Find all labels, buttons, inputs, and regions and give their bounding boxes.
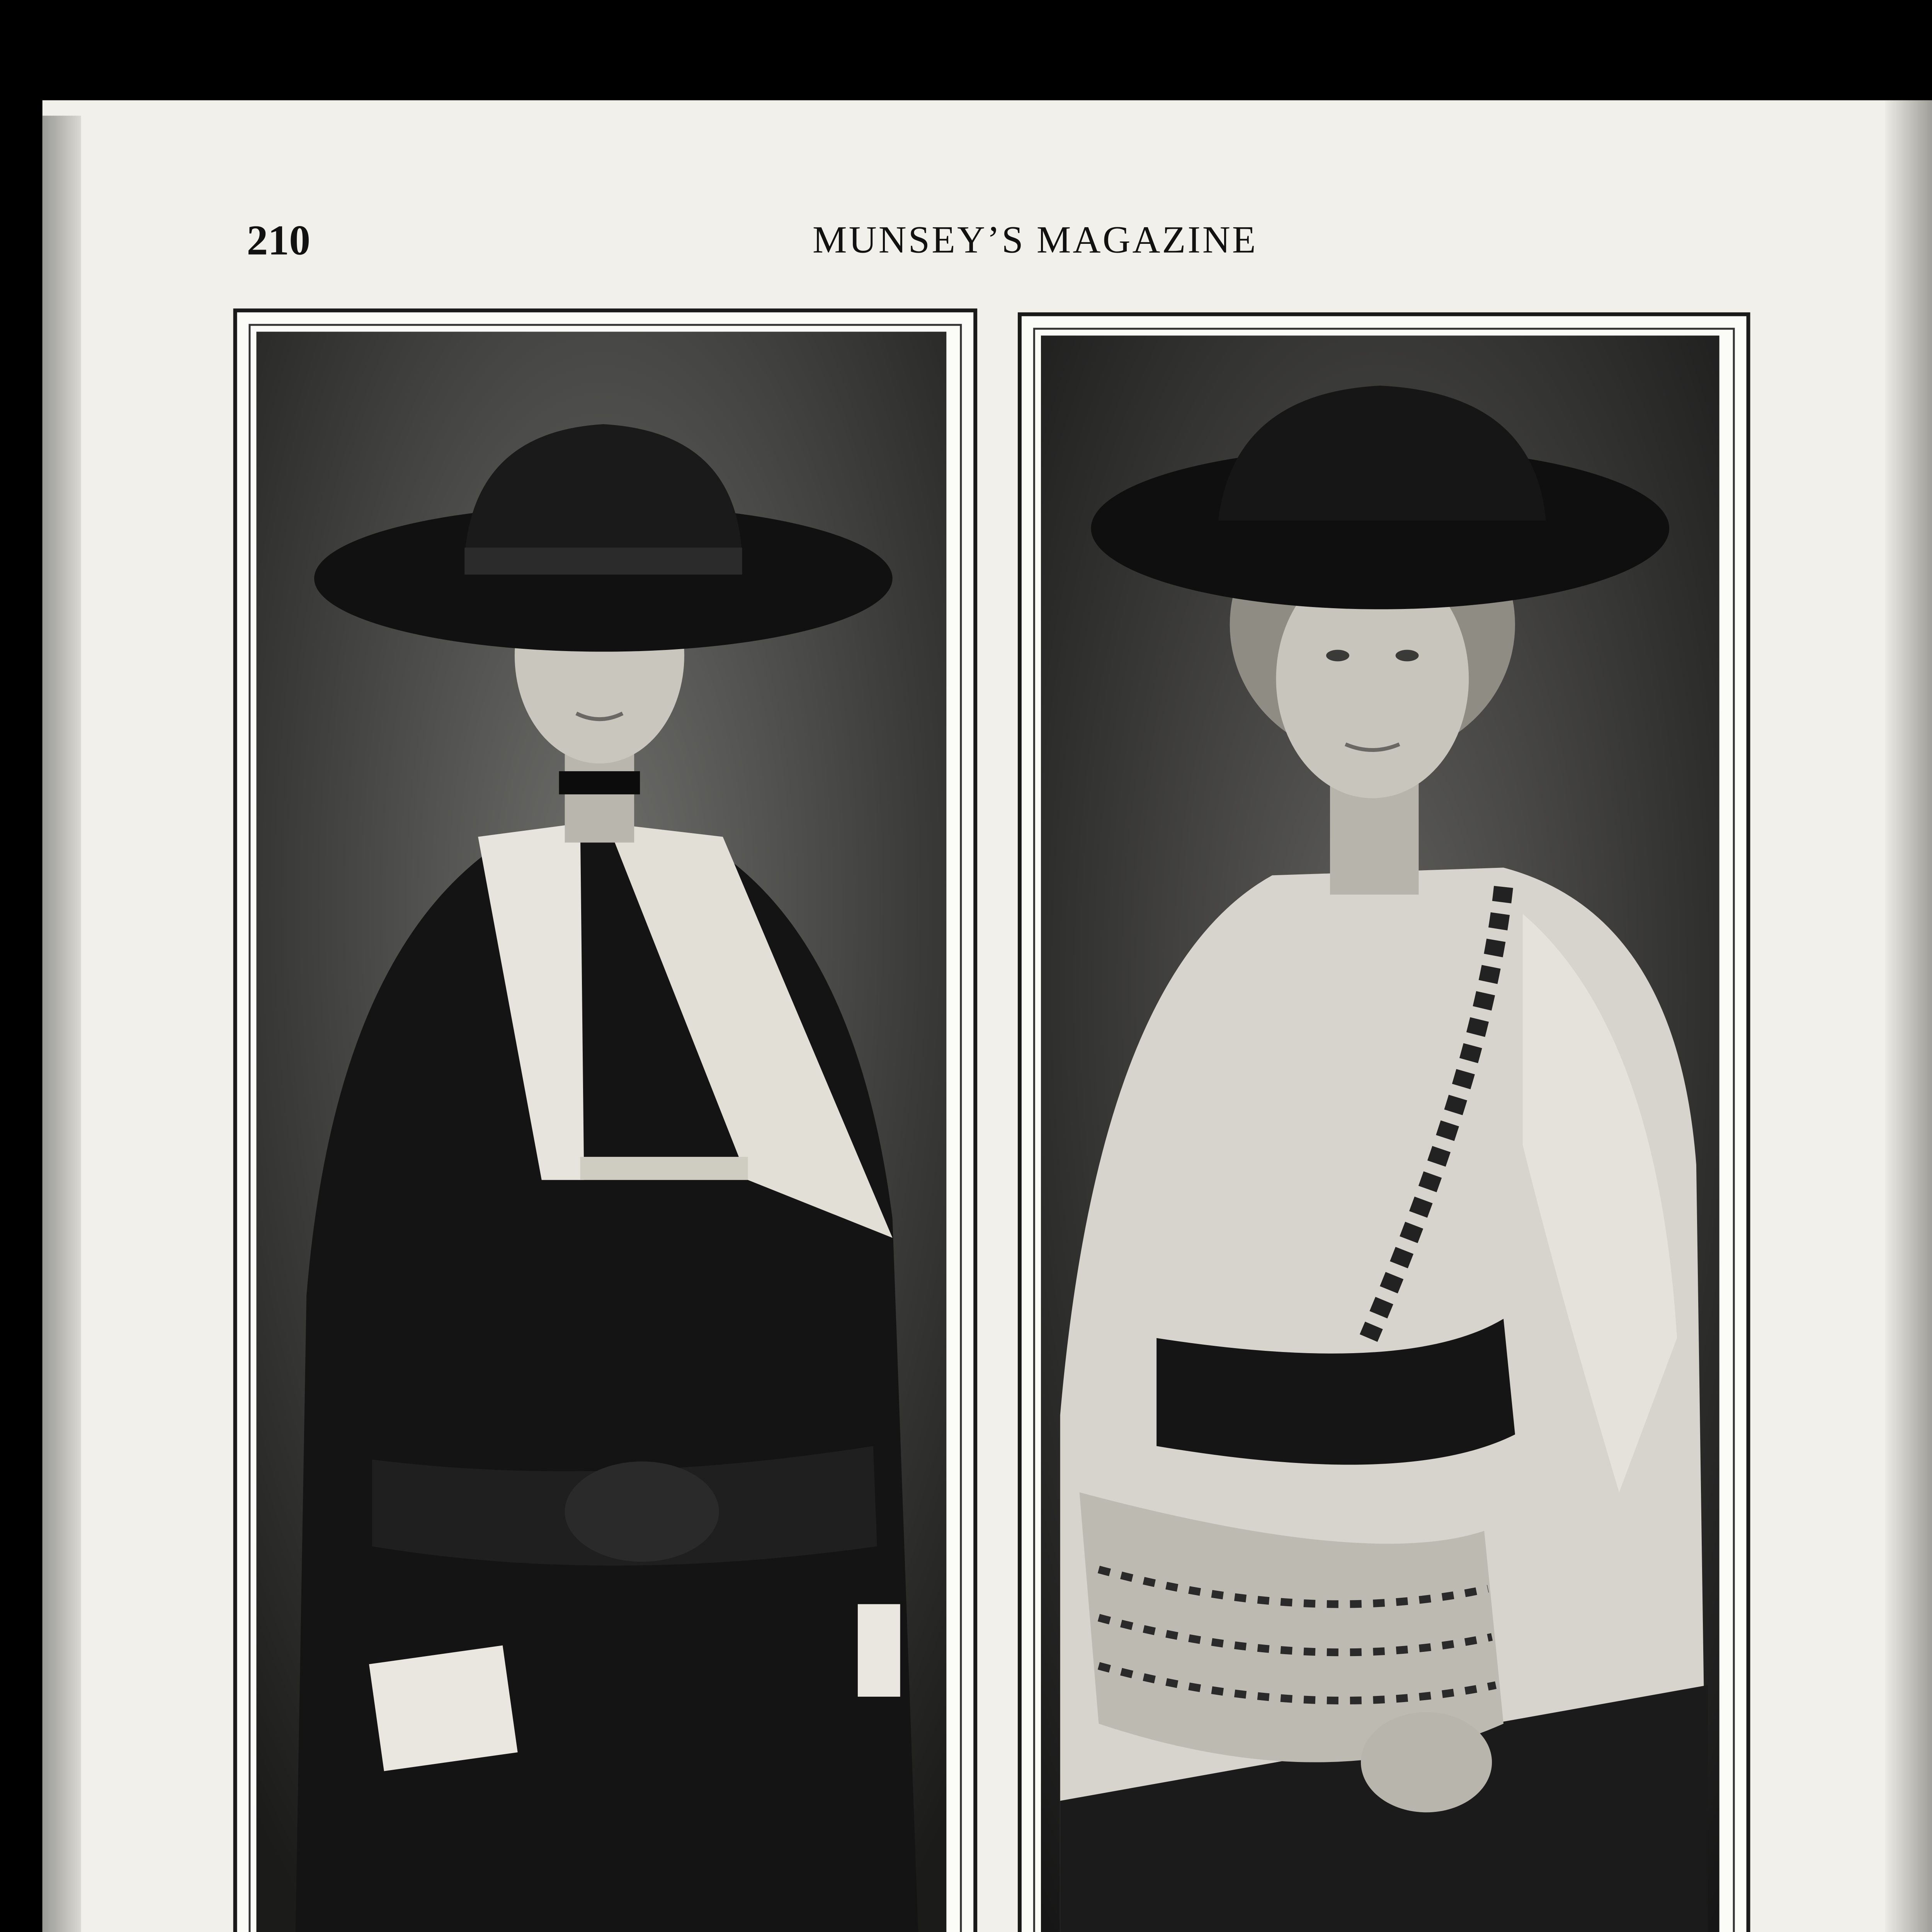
portrait-photo-mccormick <box>256 332 954 1932</box>
portrait-photo-bass <box>1041 335 1727 1932</box>
page-gutter-shadow <box>43 116 81 1932</box>
portrait-frame-right <box>1018 312 1750 1932</box>
portrait-illustration <box>256 332 946 1932</box>
page-number: 210 <box>247 216 311 264</box>
page-edge-shadow <box>1885 100 1932 1932</box>
portrait-illustration <box>1041 335 1719 1932</box>
running-head: MUNSEY’S MAGAZINE <box>812 219 1258 262</box>
portrait-frame-left <box>233 308 978 1932</box>
